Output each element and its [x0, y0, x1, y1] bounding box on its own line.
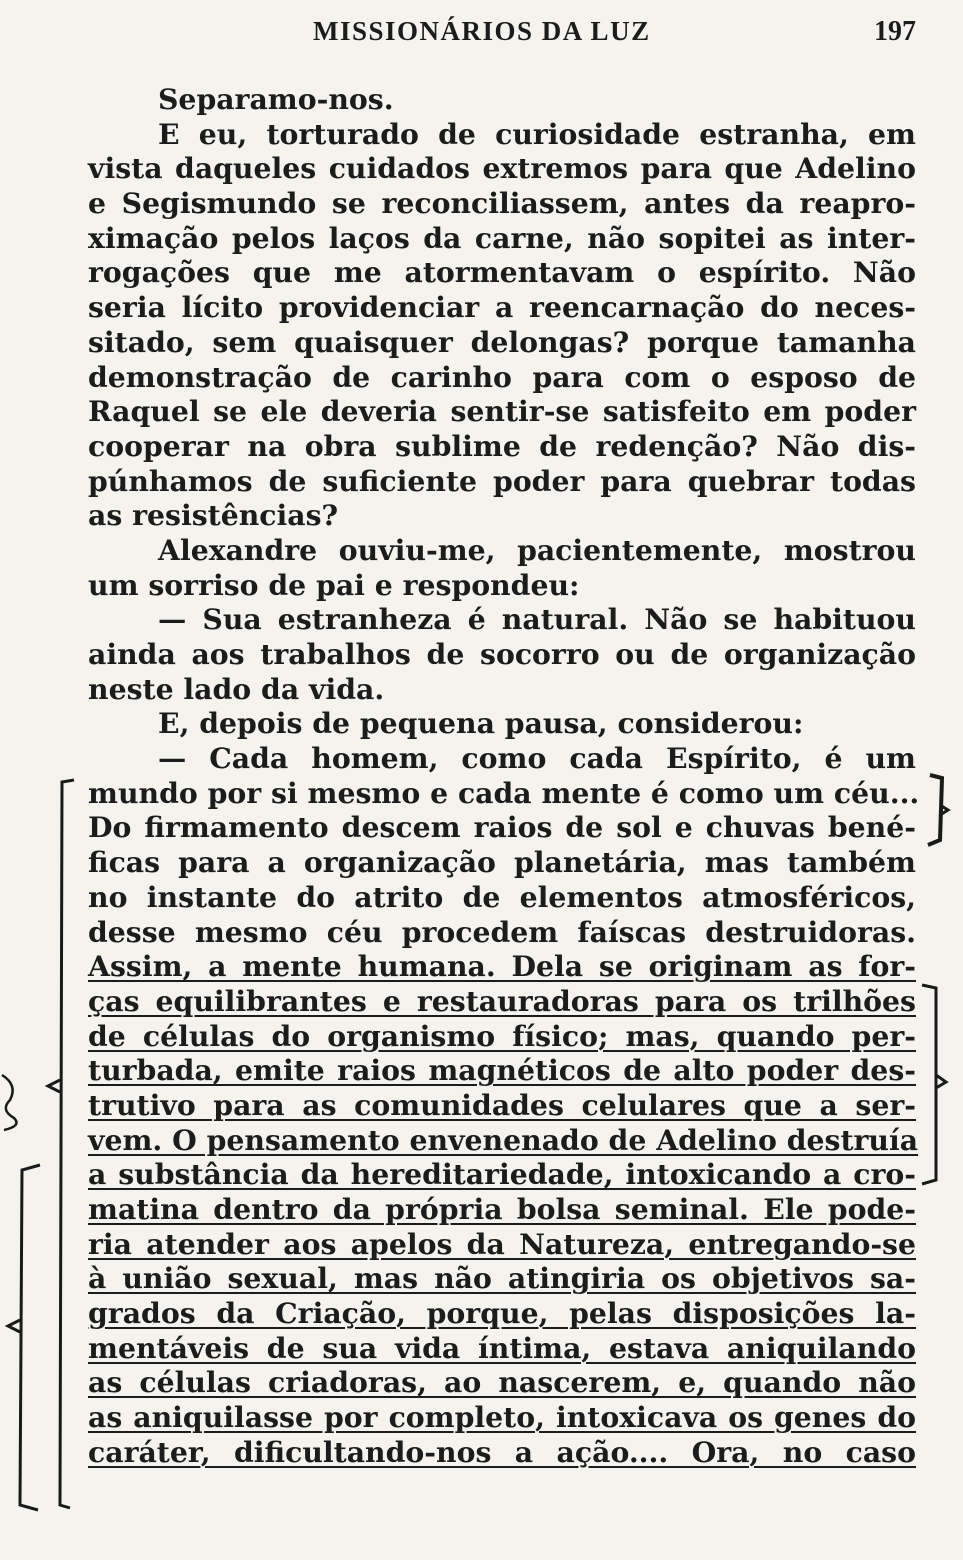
text-line: ximação pelos laços da carne, não sopitei as inter-	[88, 220, 916, 255]
text-line: trutivo para as comunidades celulares que a ser-	[88, 1087, 916, 1122]
left-bracket-mark-tip	[48, 1080, 60, 1092]
right-bracket-mark-middle-tip	[936, 1075, 946, 1088]
text-line: vem. O pensamento envenenado de Adelino destruía	[88, 1122, 919, 1157]
text-line: e Segismundo se reconciliassem, antes da reapro-	[88, 186, 916, 221]
text-line: mundo por si mesmo e cada mente é como um céu...	[88, 775, 920, 810]
text-line: neste lado da vida.	[88, 671, 385, 706]
text-line: Alexandre ouviu-me, pacientemente, mostrou	[158, 532, 916, 567]
left-bracket-mark-small	[20, 1165, 40, 1510]
text-line: — Cada homem, como cada Espírito, é um	[158, 741, 916, 776]
text-line: as aniquilasse por completo, intoxicava os genes do	[88, 1400, 916, 1435]
text-line: — Sua estranheza é natural. Não se habituou	[158, 602, 916, 637]
text-line: no instante do atrito de elementos atmosféricos,	[88, 879, 916, 914]
left-bracket-mark-large	[60, 780, 74, 1508]
text-line: demonstração de carinho para com o esposo de	[88, 359, 916, 394]
text-line: E, depois de pequena pausa, considerou:	[158, 706, 804, 741]
text-line: Assim, a mente humana. Dela se originam as for-	[88, 949, 916, 984]
right-bracket-mark-middle	[922, 985, 936, 1184]
text-line: seria lícito providenciar a reencarnação do neces-	[88, 290, 916, 325]
text-line: ria atender aos apelos da Natureza, entregando-se	[88, 1226, 916, 1261]
text-line: grados da Criação, porque, pelas disposições la-	[88, 1296, 916, 1331]
text-line: Separamo-nos.	[158, 82, 394, 116]
margin-scribble-mark	[2, 1075, 16, 1130]
text-line: um sorriso de pai e respondeu:	[88, 567, 580, 602]
text-line: matina dentro da própria bolsa seminal. Ele pode-	[88, 1192, 916, 1226]
right-bracket-mark-top-tip	[940, 805, 948, 815]
text-line: a substância da hereditariedade, intoxicando a cro-	[88, 1157, 916, 1192]
text-line: caráter, dificultando-nos a ação.... Ora, no caso	[88, 1434, 916, 1469]
text-line: as células criadoras, ao nascerem, e, quando não	[88, 1365, 916, 1400]
text-line: Do firmamento descem raios de sol e chuvas bené-	[88, 810, 916, 845]
running-title: MISSIONÁRIOS DA LUZ	[313, 16, 651, 46]
text-line: púnhamos de suficiente poder para quebrar todas	[88, 463, 916, 498]
page-header	[0, 12, 963, 52]
text-line: ainda aos trabalhos de socorro ou de organização	[88, 637, 916, 671]
text-line: sitado, sem quaisquer delongas? porque tamanha	[88, 324, 916, 359]
text-line: cooperar na obra sublime de redenção? Não dis-	[88, 428, 916, 463]
text-line: de células do organismo físico; mas, quando per-	[88, 1018, 916, 1053]
text-line: as resistências?	[88, 498, 339, 533]
text-line: E eu, torturado de curiosidade estranha, em	[158, 116, 916, 151]
text-line: rogações que me atormentavam o espírito. Não	[88, 255, 916, 290]
text-line: à união sexual, mas não atingiria os objetivos sa-	[88, 1261, 916, 1296]
text-line: turbada, emite raios magnéticos de alto poder des-	[88, 1053, 916, 1088]
text-line: desse mesmo céu procedem faíscas destruidoras.	[88, 914, 916, 949]
left-bracket-mark-small-tip	[8, 1320, 20, 1332]
text-line: ficas para a organização planetária, mas também	[88, 845, 916, 880]
page-number: 197	[874, 16, 916, 47]
text-line: ças equilibrantes e restauradoras para os trilhões	[88, 983, 916, 1018]
right-bracket-mark-top	[928, 775, 942, 845]
text-line: Raquel se ele deveria sentir-se satisfeito em poder	[88, 394, 916, 429]
text-line: vista daqueles cuidados extremos para que Adelino	[88, 151, 916, 186]
body-text	[88, 82, 920, 1470]
text-line: mentáveis de sua vida íntima, estava aniquilando	[88, 1330, 916, 1365]
